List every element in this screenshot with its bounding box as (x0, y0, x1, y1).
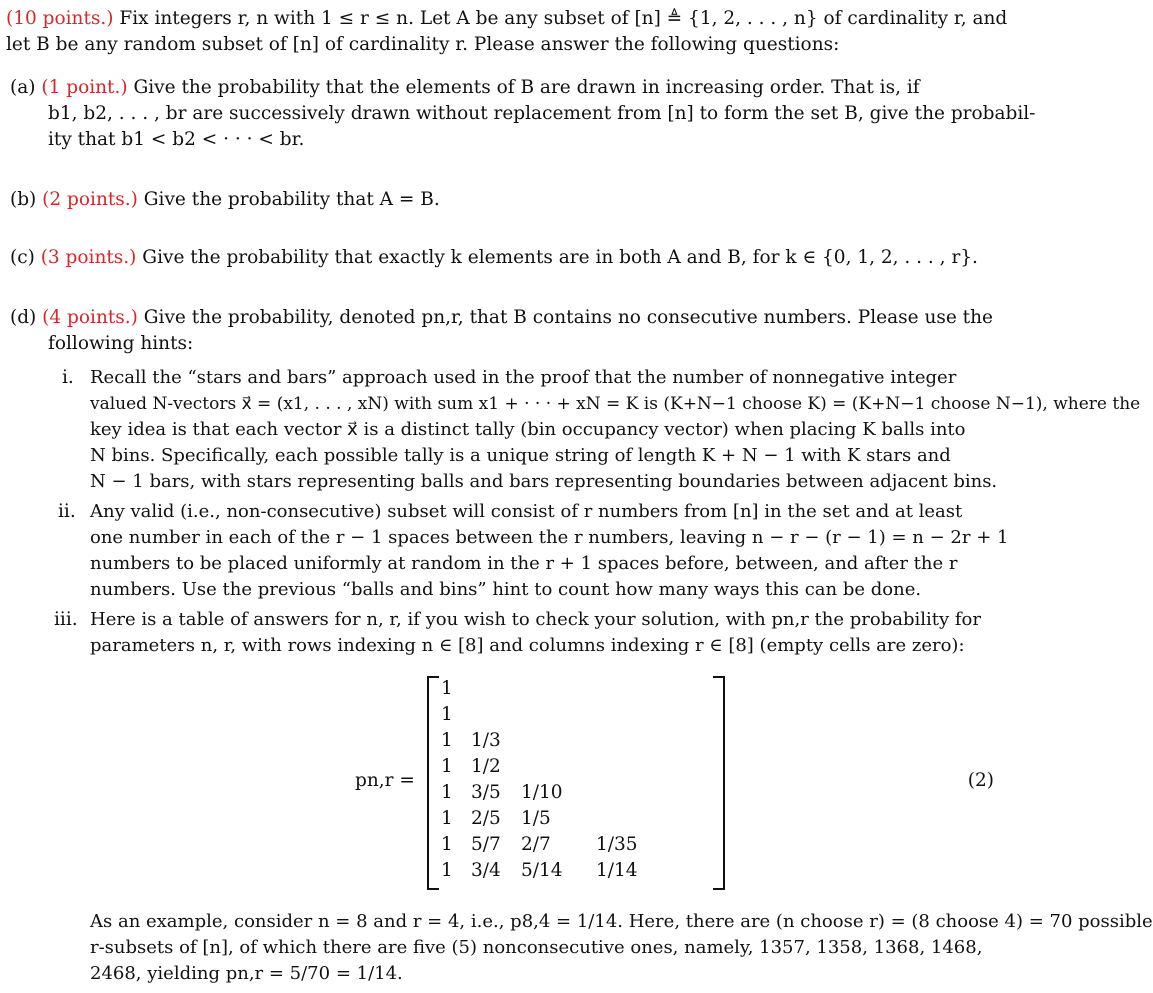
part-a-line-3: ity that b1 < b2 < · · · < br. (48, 129, 305, 150)
matrix-label: pn,r = (355, 770, 415, 791)
matrix-cell: 1/3 (471, 730, 501, 751)
part-a-line-2: b1, b2, . . . , br are successively drawn without replacement from [n] to form the set B, give the probabil- (48, 103, 1036, 124)
part-c (10, 245, 978, 271)
matrix-right-bracket (713, 676, 725, 890)
matrix-cell: 5/7 (471, 834, 501, 855)
matrix-cell: 1 (441, 808, 453, 829)
matrix-cell: 5/14 (521, 860, 563, 881)
header-line-2: let B be any random subset of [n] of cardinality r. Please answer the following questions: (6, 34, 840, 55)
hint-ii-line-1: Any valid (i.e., non-consecutive) subset will consist of r numbers from [n] in the set and at least (90, 501, 963, 522)
matrix-cell: 1 (441, 704, 453, 725)
equation-number: (2) (967, 770, 994, 791)
part-d-label: (d) (10, 307, 37, 328)
matrix-left-bracket (427, 676, 439, 890)
hint-iii-line-2: parameters n, r, with rows indexing n ∈ [8] and columns indexing r ∈ [8] (empty cells are zero): (90, 635, 965, 656)
part-b (10, 187, 440, 213)
hint-iii-label: iii. (54, 609, 78, 630)
matrix-cell: 2/5 (471, 808, 501, 829)
part-a-label: (a) (10, 77, 36, 98)
hint-ii-label: ii. (58, 501, 76, 522)
matrix-cell: 1 (441, 860, 453, 881)
part-b-points: (2 points.) (42, 189, 138, 210)
header-line-1 (6, 6, 1007, 32)
part-b-label: (b) (10, 189, 37, 210)
part-d-line-2: following hints: (48, 333, 194, 354)
matrix-cell: 2/7 (521, 834, 551, 855)
matrix-cell: 1 (441, 678, 453, 699)
matrix-cell: 3/4 (471, 860, 501, 881)
example-line-1: As an example, consider n = 8 and r = 4, i.e., p8,4 = 1/14. Here, there are (n choose r) = (8 choose 4) = 70 possible (90, 911, 1153, 932)
hint-ii-line-3: numbers to be placed uniformly at random in the r + 1 spaces before, between, and after the r (90, 553, 958, 574)
part-c-label: (c) (10, 247, 35, 268)
header-text-1: Fix integers r, n with 1 ≤ r ≤ n. Let A be any subset of [n] ≜ {1, 2, . . . , n} of cardinality r, and (119, 8, 1008, 29)
matrix-cell: 1/35 (596, 834, 638, 855)
probability-matrix (355, 676, 725, 888)
hint-ii-line-2: one number in each of the r − 1 spaces between the r numbers, leaving n − r − (r − 1) = n − 2r + 1 (90, 527, 1009, 548)
part-d-line-1 (10, 305, 993, 331)
example-line-2: r-subsets of [n], of which there are five (5) nonconsecutive ones, namely, 1357, 1358, 1368, 1468, (90, 937, 983, 958)
part-d-points: (4 points.) (42, 307, 138, 328)
matrix-cell: 1 (441, 834, 453, 855)
hint-i-line-2: valued N-vectors x⃗ = (x1, . . . , xN) with sum x1 + · · · + xN = K is (K+N−1 choose K) = (K+N−1 choose N−1), where the (90, 394, 1141, 414)
part-c-text: Give the probability that exactly k elements are in both A and B, for k ∈ {0, 1, 2, . . . , r}. (142, 247, 978, 268)
part-d-text-1: Give the probability, denoted pn,r, that B contains no consecutive numbers. Please use the (143, 307, 993, 328)
hint-i-line-1: Recall the “stars and bars” approach used in the proof that the number of nonnegative integer (90, 367, 957, 388)
matrix-cell: 1 (441, 730, 453, 751)
example-line-3: 2468, yielding pn,r = 5/70 = 1/14. (90, 963, 403, 984)
hint-i-label: i. (62, 367, 74, 388)
part-a-text-1: Give the probability that the elements of B are drawn in increasing order. That is, if (133, 77, 920, 98)
matrix-cell: 1 (441, 782, 453, 803)
hint-iii-line-1: Here is a table of answers for n, r, if you wish to check your solution, with pn,r the probability for (90, 609, 981, 630)
hint-i-line-5: N − 1 bars, with stars representing balls and bars representing boundaries between adjacent bins. (90, 471, 998, 492)
matrix-cell: 1/5 (521, 808, 551, 829)
hint-i-line-4: N bins. Specifically, each possible tally is a unique string of length K + N − 1 with K stars and (90, 445, 951, 466)
matrix-cell: 1/10 (521, 782, 563, 803)
part-a-line-1 (10, 75, 920, 101)
matrix-cell: 3/5 (471, 782, 501, 803)
part-a-points: (1 point.) (41, 77, 128, 98)
part-c-points: (3 points.) (40, 247, 137, 268)
part-b-text: Give the probability that A = B. (143, 189, 440, 210)
hint-i-line-3: key idea is that each vector x⃗ is a distinct tally (bin occupancy vector) when placing K balls into (90, 419, 966, 440)
hint-ii-line-4: numbers. Use the previous “balls and bins” hint to count how many ways this can be done. (90, 579, 922, 600)
header-points: (10 points.) (6, 8, 114, 29)
matrix-cell: 1/14 (596, 860, 638, 881)
matrix-cell: 1 (441, 756, 453, 777)
matrix-cell: 1/2 (471, 756, 501, 777)
